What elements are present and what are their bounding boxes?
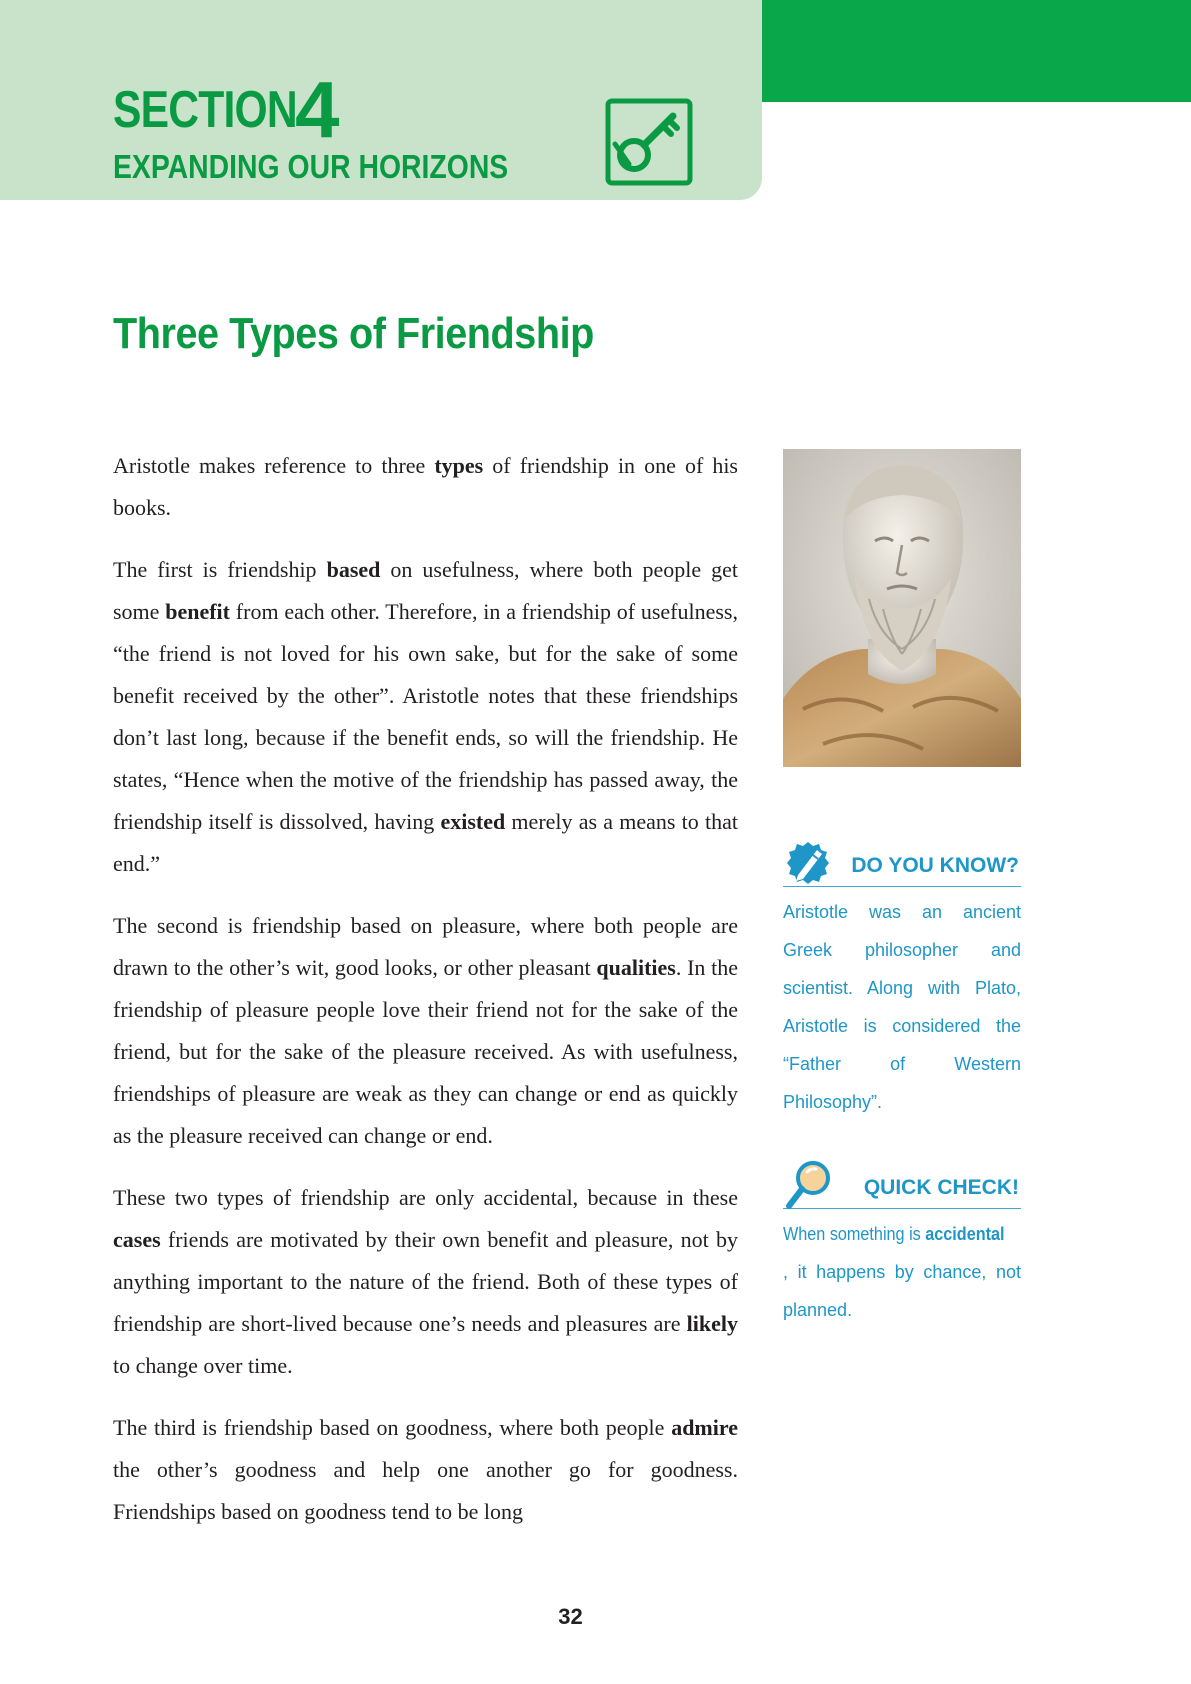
key-checkbox-icon — [605, 98, 693, 186]
keyword: qualities — [596, 955, 676, 980]
text-run: The first is friendship — [113, 557, 327, 582]
text-run: on usefulness, where both people get some — [113, 557, 738, 624]
text-run: merely as a means to that end.” — [113, 809, 738, 876]
keyword: existed — [440, 809, 506, 834]
do-you-know-header — [783, 838, 1021, 887]
do-you-know-text: Aristotle was an ancient Greek philosopher and scientist. Along with Plato, Aristotle is considered the “Father of Western Philosophy”. — [783, 902, 1021, 1112]
paragraph-4 — [113, 1177, 738, 1387]
text-run: , it happens by chance, not planned. — [783, 1262, 1021, 1320]
paragraph-5 — [113, 1407, 738, 1533]
text-run: These two types of friendship are only accidental, because in these — [113, 1185, 738, 1210]
text-run: the other’s goodness and help one another go for goodness. Friendships based on goodness tend to be long — [113, 1457, 738, 1524]
aristotle-bust-image — [783, 449, 1021, 767]
quick-check-text — [783, 1215, 1021, 1329]
keyword: types — [434, 453, 484, 478]
text-run: Aristotle makes reference to three — [113, 453, 435, 478]
text-run: friends are motivated by their own benefit and pleasure, not by anything important to the nature of the friend. Both of these types of friendship are short-lived because one’s needs and pleasures are — [113, 1227, 738, 1336]
magnifier-icon — [783, 1160, 833, 1212]
keyword: likely — [686, 1311, 738, 1336]
paragraph-3 — [113, 905, 738, 1157]
section-word: SECTION — [113, 81, 297, 139]
section-number: 4 — [295, 65, 340, 154]
keyword: admire — [671, 1415, 738, 1440]
text-run: to change over time. — [113, 1353, 293, 1378]
page-title: Three Types of Friendship — [113, 309, 594, 358]
keyword: cases — [113, 1227, 161, 1252]
text-run: When something is — [783, 1224, 926, 1244]
section-heading — [113, 65, 340, 154]
keyword: based — [326, 557, 381, 582]
pencil-badge-icon — [783, 838, 833, 890]
text-run: of friendship in one of his books. — [113, 453, 738, 520]
text-run: . In the friendship of pleasure people love their friend not for the sake of the friend, but for the sake of the pleasure received. As with usefulness, friendships of pleasure are weak as they can change or end as quickly as the pleasure received can change or end. — [113, 955, 739, 1148]
quick-check-title: QUICK CHECK! — [863, 1176, 1019, 1199]
text-run: from each other. Therefore, in a friendship of usefulness, “the friend is not loved for his own sake, but for the sake of some benefit received by the other”. Aristotle notes that these friendships don’t last long, because if the benefit ends, so will the friendship. He states, “Hence when the motive of the friendship has passed away, the friendship itself is dissolved, having — [113, 599, 738, 834]
keyword: benefit — [165, 599, 230, 624]
section-header-bar — [762, 0, 1191, 102]
do-you-know-title: DO YOU KNOW? — [851, 854, 1019, 877]
quick-check-header — [783, 1160, 1021, 1209]
paragraph-2 — [113, 549, 738, 885]
paragraph-1 — [113, 445, 738, 529]
text-run: The second is friendship based on pleasure, where both people are drawn to the other’s wit, good looks, or other pleasant — [113, 913, 738, 980]
quick-check-box — [783, 1160, 1021, 1329]
quick-check-line — [783, 1215, 1005, 1253]
text-run: The third is friendship based on goodness, where both people — [113, 1415, 672, 1440]
section-subtitle: EXPANDING OUR HORIZONS — [113, 148, 509, 185]
do-you-know-box — [783, 838, 1021, 1121]
keyword: accidental — [925, 1224, 1005, 1244]
page-number: 32 — [558, 1604, 583, 1629]
body-text — [113, 445, 738, 1553]
